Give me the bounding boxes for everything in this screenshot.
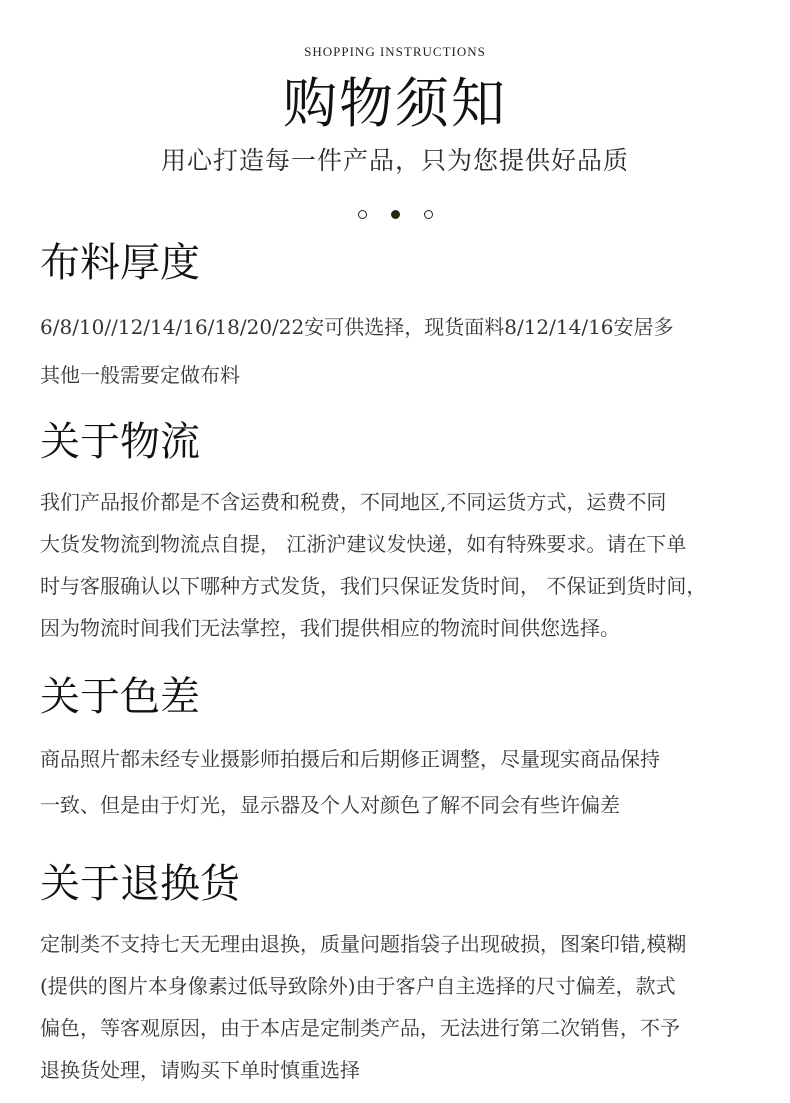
indicator-dot-1	[358, 210, 367, 219]
body-line: 退换货处理，请购买下单时慎重选择	[40, 1058, 360, 1082]
section-returns	[40, 859, 760, 1091]
section-body	[40, 923, 760, 1091]
header-eyebrow: SHOPPING INSTRUCTIONS	[304, 44, 486, 59]
body-line: (提供的图片本身像素过低导致除外)由于客户自主选择的尺寸偏差，款式	[40, 974, 676, 998]
body-line: 大货发物流到物流点自提， 江浙沪建议发快递，如有特殊要求。请在下单	[40, 532, 687, 556]
body-line: 6/8/10//12/14/16/18/20/22安可供选择，现货面料8/12/14/16安居多	[40, 315, 674, 339]
page-subtitle: 用心打造每一件产品，只为您提供好品质	[160, 146, 629, 175]
section-title: 关于退换货	[40, 861, 240, 907]
section-title: 关于物流	[40, 419, 200, 465]
body-line: 时与客服确认以下哪种方式发货，我们只保证发货时间， 不保证到货时间，	[40, 574, 707, 598]
section-body	[40, 736, 760, 828]
body-line: 我们产品报价都是不含运费和税费，不同地区,不同运货方式，运费不同	[40, 490, 667, 514]
page-title: 购物须知	[283, 72, 507, 135]
page-indicator	[0, 210, 790, 219]
section-body	[40, 303, 760, 399]
section-logistics	[40, 417, 760, 649]
body-line: 偏色，等客观原因，由于本店是定制类产品，无法进行第二次销售，不予	[40, 1016, 680, 1040]
section-title: 布料厚度	[40, 240, 200, 286]
body-line: 因为物流时间我们无法掌控，我们提供相应的物流时间供您选择。	[40, 616, 620, 640]
indicator-dot-2-active	[391, 210, 400, 219]
section-title: 关于色差	[40, 674, 200, 720]
body-line: 定制类不支持七天无理由退换，质量问题指袋子出现破损，图案印错,模糊	[40, 932, 687, 956]
section-body	[40, 481, 760, 649]
body-line: 一致、但是由于灯光，显示器及个人对颜色了解不同会有些许偏差	[40, 793, 620, 817]
body-line: 其他一般需要定做布料	[40, 363, 240, 387]
section-color-difference	[40, 672, 760, 828]
section-fabric-thickness	[40, 238, 760, 399]
body-line: 商品照片都未经专业摄影师拍摄后和后期修正调整，尽量现实商品保持	[40, 747, 660, 771]
indicator-dot-3	[424, 210, 433, 219]
